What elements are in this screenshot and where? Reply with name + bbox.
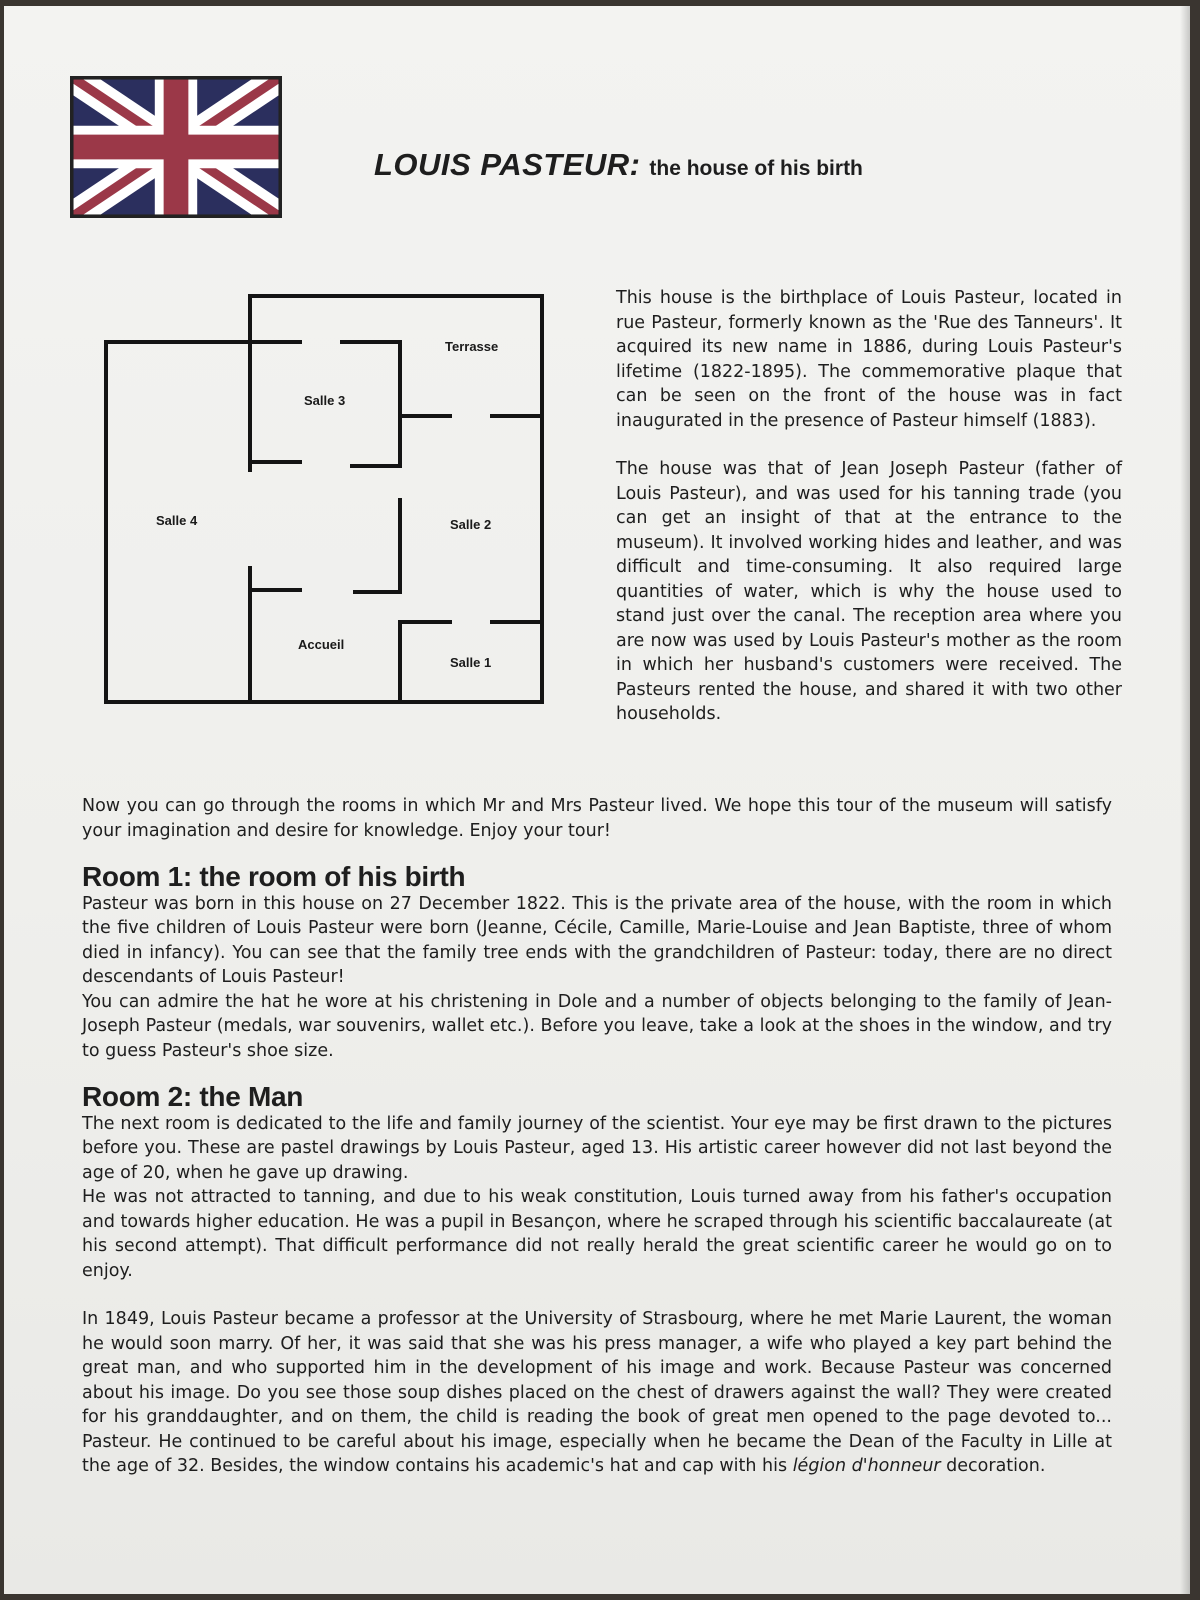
room2-p3-text: In 1849, Louis Pasteur became a professor at the University of Strasbourg, where he met Marie Laurent, the woman he would soon marry. Of her, it was said that she was his press manager, a wife who played a key part behind the great man, and who supported him in the development of his image and work. Because Pasteur was concerned about his image. Do you see those soup dishes placed on the chest of drawers against the wall? They were created for his granddaughter, and on them, the child is reading the book of great men opened to the page devoted to... Pasteur. He continued to be careful about his image, especially when he became the Dean of the Faculty in Lille at the age of 32. Besides, the window contains his academic's hat and cap with his: [82, 1309, 1112, 1476]
title-subtitle: the house of his birth: [649, 157, 863, 180]
intro-paragraph-1: This house is the birthplace of Louis Pasteur, located in rue Pasteur, formerly known as the 'Rue des Tanneurs'. It acquired its new name in 1886, during Louis Pasteur's lifetime (1822-1895). The commemorative plaque that can be seen on the front of the house was in fact inaugurated in the presence of Pasteur himself (1883).: [616, 288, 1122, 431]
room-label-salle1: Salle 1: [450, 655, 492, 670]
room2-p3-end: decoration.: [940, 1456, 1046, 1476]
room2-paragraph-3: [82, 1307, 1112, 1479]
page-title: [374, 146, 863, 183]
room-label-terrasse: Terrasse: [445, 339, 499, 354]
floor-plan: [100, 290, 556, 710]
paragraph-gap: [82, 1283, 1112, 1307]
intro-text: [616, 286, 1122, 751]
title-main: LOUIS PASTEUR:: [374, 147, 641, 182]
room2-paragraph-2: He was not attracted to tanning, and due to his weak constitution, Louis turned away from his father's occupation and towards higher education. He was a pupil in Besançon, where he scraped through his scientific baccalaureate (at his second attempt). That difficult performance did not really herald the great scientific career he would go on to enjoy.: [82, 1187, 1112, 1281]
room-label-salle3: Salle 3: [304, 393, 346, 408]
main-text: [82, 794, 1112, 1479]
union-jack-flag-icon: [70, 76, 282, 218]
room1-paragraph-2: You can admire the hat he wore at his christening in Dole and a number of objects belonging to the family of Jean-Joseph Pasteur (medals, war souvenirs, wallet etc.). Before you leave, take a look at the shoes in the window, and try to guess Pasteur's shoe size.: [82, 991, 1112, 1061]
page-edge-shadow: [1180, 6, 1190, 1594]
room1-paragraph-1: Pasteur was born in this house on 27 December 1822. This is the private area of the house, with the room in which the five children of Louis Pasteur were born (Jeanne, Cécile, Camille, Marie-Louise and Jean Baptiste, three of whom died in infancy). You can see that the family tree ends with the grandchildren of Pasteur: today, there are no direct descendants of Louis Pasteur!: [82, 893, 1112, 987]
room-label-accueil: Accueil: [298, 637, 345, 652]
document-page: [4, 6, 1190, 1594]
room2-heading: Room 2: the Man: [82, 1081, 304, 1112]
intro-paragraph-2: The house was that of Jean Joseph Pasteur (father of Louis Pasteur), and was used for his tanning trade (you can get an insight of that at the entrance to the museum). It involved working hides and leather, and was difficult and time-consuming. It also required large quantities of water, which is why the house used to stand just over the canal. The reception area where you are now was used by Louis Pasteur's mother as the room in which her husband's customers were received. The Pasteurs rented the house, and shared it with two other households.: [616, 459, 1122, 724]
welcome-paragraph: Now you can go through the rooms in which Mr and Mrs Pasteur lived. We hope this tour of the museum will satisfy your imagination and desire for knowledge. Enjoy your tour!: [82, 796, 1112, 841]
room2-paragraph-1: The next room is dedicated to the life and family journey of the scientist. Your eye may be first drawn to the pictures before you. These are pastel drawings by Louis Pasteur, aged 13. His artistic career however did not last beyond the age of 20, when he gave up drawing.: [82, 1113, 1112, 1183]
legion-honneur-text: légion d'honneur: [792, 1456, 941, 1476]
room-label-salle4: Salle 4: [156, 513, 198, 528]
room-label-salle2: Salle 2: [450, 517, 492, 532]
room1-heading: Room 1: the room of his birth: [82, 861, 466, 892]
